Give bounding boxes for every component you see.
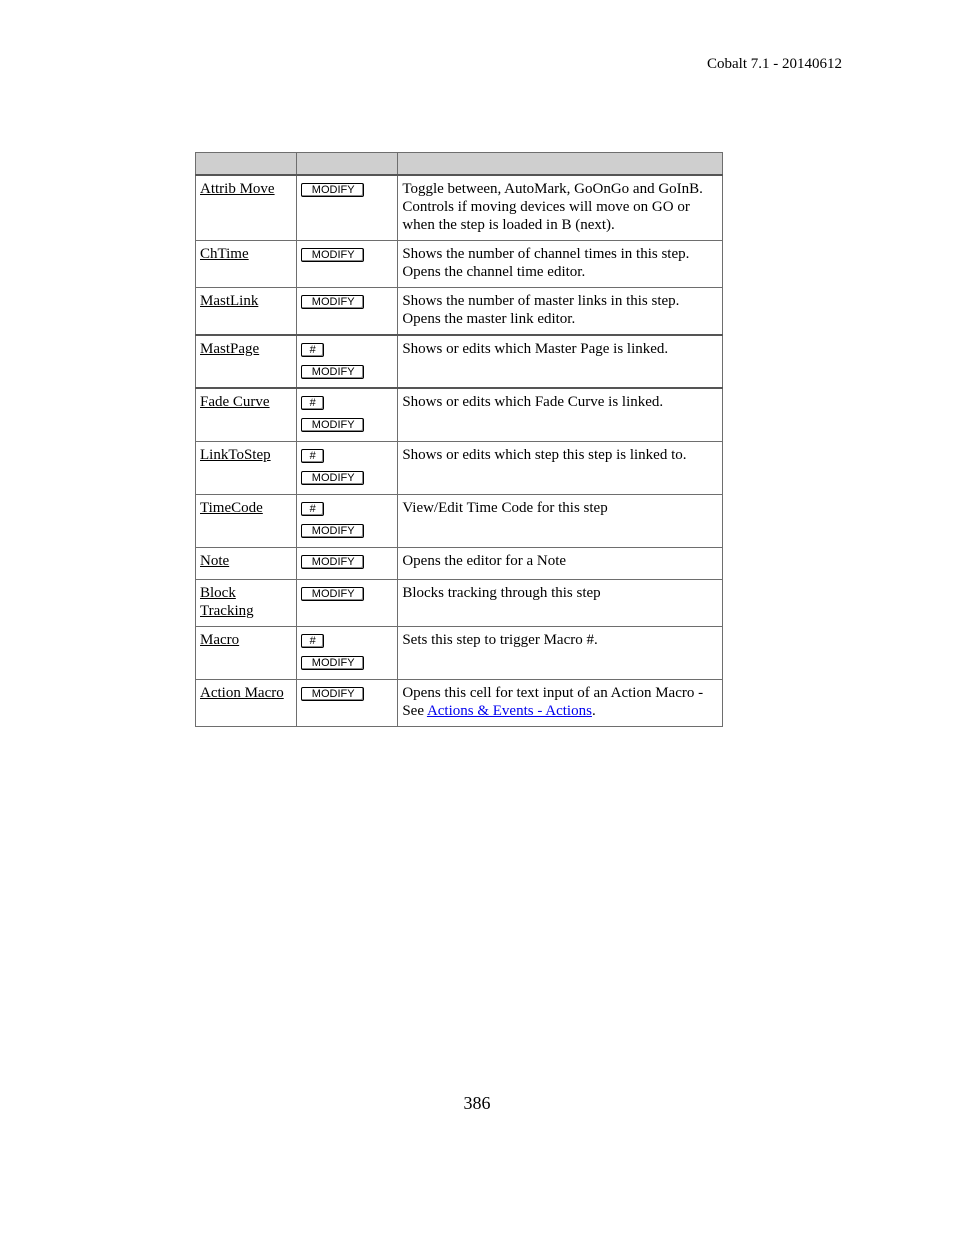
header-cell-keys — [297, 153, 398, 176]
table-header-row — [196, 153, 723, 176]
row-name-link[interactable]: Attrib Move — [200, 181, 275, 197]
table-row — [196, 679, 723, 726]
row-name-cell — [196, 547, 297, 579]
header-cell-name — [196, 153, 297, 176]
modify-key-icon: MODIFY — [301, 183, 364, 197]
row-name-cell — [196, 288, 297, 336]
description-suffix: . — [591, 702, 596, 719]
table-body — [196, 175, 723, 726]
row-description: Shows or edits which step this step is linked to. — [398, 441, 723, 494]
key-stack — [301, 343, 393, 379]
row-name-cell — [196, 579, 297, 626]
modify-key-icon: MODIFY — [301, 687, 364, 701]
row-name-cell — [196, 679, 297, 726]
row-description: Opens the editor for a Note — [398, 547, 723, 579]
row-name-cell — [196, 388, 297, 441]
row-name-link[interactable]: Macro — [200, 631, 240, 648]
key-stack — [301, 449, 393, 485]
row-name-cell — [196, 241, 297, 288]
row-name-link[interactable]: Tracking — [200, 602, 254, 619]
row-name-link[interactable]: Block — [200, 584, 236, 601]
table-row — [196, 626, 723, 679]
row-name-cell — [196, 494, 297, 547]
row-keys-cell — [297, 288, 398, 336]
row-name-link[interactable]: MastPage — [200, 341, 260, 357]
modify-key-icon: MODIFY — [301, 656, 364, 670]
modify-key-icon: MODIFY — [301, 295, 364, 309]
row-name-cell — [196, 175, 297, 241]
modify-key-icon: MODIFY — [301, 587, 364, 601]
modify-key-icon: MODIFY — [301, 248, 364, 262]
table-row — [196, 494, 723, 547]
table-row — [196, 241, 723, 288]
row-name-link[interactable]: Action Macro — [200, 684, 284, 701]
row-description: Sets this step to trigger Macro #. — [398, 626, 723, 679]
row-description — [398, 679, 723, 726]
row-name-link[interactable]: TimeCode — [200, 499, 263, 516]
table-row — [196, 335, 723, 388]
row-description: Toggle between, AutoMark, GoOnGo and GoInB. Controls if moving devices will move on GO or when the step is loaded in B (next). — [398, 175, 723, 241]
description-text: Opens this cell for text input of an Action Macro - See — [402, 684, 704, 719]
row-description: Shows or edits which Master Page is linked. — [398, 335, 723, 388]
modify-key-icon: MODIFY — [301, 418, 364, 432]
row-description: Blocks tracking through this step — [398, 579, 723, 626]
page-number: 386 — [463, 1093, 491, 1113]
row-keys-cell — [297, 626, 398, 679]
row-keys-cell — [297, 547, 398, 579]
hash-key-icon: # — [301, 343, 324, 357]
row-description: View/Edit Time Code for this step — [398, 494, 723, 547]
row-keys-cell — [297, 494, 398, 547]
key-stack — [301, 502, 393, 538]
row-name-link[interactable]: LinkToStep — [200, 446, 271, 463]
row-description: Shows the number of master links in this step. Opens the master link editor. — [398, 288, 723, 336]
row-keys-cell — [297, 441, 398, 494]
row-description: Shows the number of channel times in this step. Opens the channel time editor. — [398, 241, 723, 288]
actions-events-link[interactable]: Actions & Events - Actions — [426, 702, 592, 719]
hash-key-icon: # — [301, 634, 324, 648]
row-name-link[interactable]: Note — [200, 552, 230, 569]
step-attributes-table — [195, 152, 723, 727]
modify-key-icon: MODIFY — [301, 471, 364, 485]
table-row — [196, 547, 723, 579]
hash-key-icon: # — [301, 449, 324, 463]
table-row — [196, 579, 723, 626]
row-keys-cell — [297, 388, 398, 441]
table-row — [196, 388, 723, 441]
modify-key-icon: MODIFY — [301, 555, 364, 569]
hash-key-icon: # — [301, 502, 324, 516]
table-row — [196, 288, 723, 336]
modify-key-icon: MODIFY — [301, 365, 364, 379]
row-name-link[interactable]: MastLink — [200, 293, 259, 309]
modify-key-icon: MODIFY — [301, 524, 364, 538]
row-name-cell — [196, 335, 297, 388]
table-header — [196, 153, 723, 176]
key-stack — [301, 634, 393, 670]
row-keys-cell — [297, 241, 398, 288]
row-keys-cell — [297, 175, 398, 241]
row-name-cell — [196, 441, 297, 494]
table-row — [196, 175, 723, 241]
row-keys-cell — [297, 579, 398, 626]
key-stack — [301, 396, 393, 432]
hash-key-icon: # — [301, 396, 324, 410]
table-row — [196, 441, 723, 494]
row-name-link[interactable]: ChTime — [200, 246, 249, 262]
header-cell-description — [398, 153, 723, 176]
row-keys-cell — [297, 335, 398, 388]
row-description: Shows or edits which Fade Curve is linked. — [398, 388, 723, 441]
row-name-link[interactable]: Fade Curve — [200, 394, 270, 410]
row-name-cell — [196, 626, 297, 679]
row-keys-cell — [297, 679, 398, 726]
document-header-version: Cobalt 7.1 - 20140612 — [707, 56, 842, 72]
